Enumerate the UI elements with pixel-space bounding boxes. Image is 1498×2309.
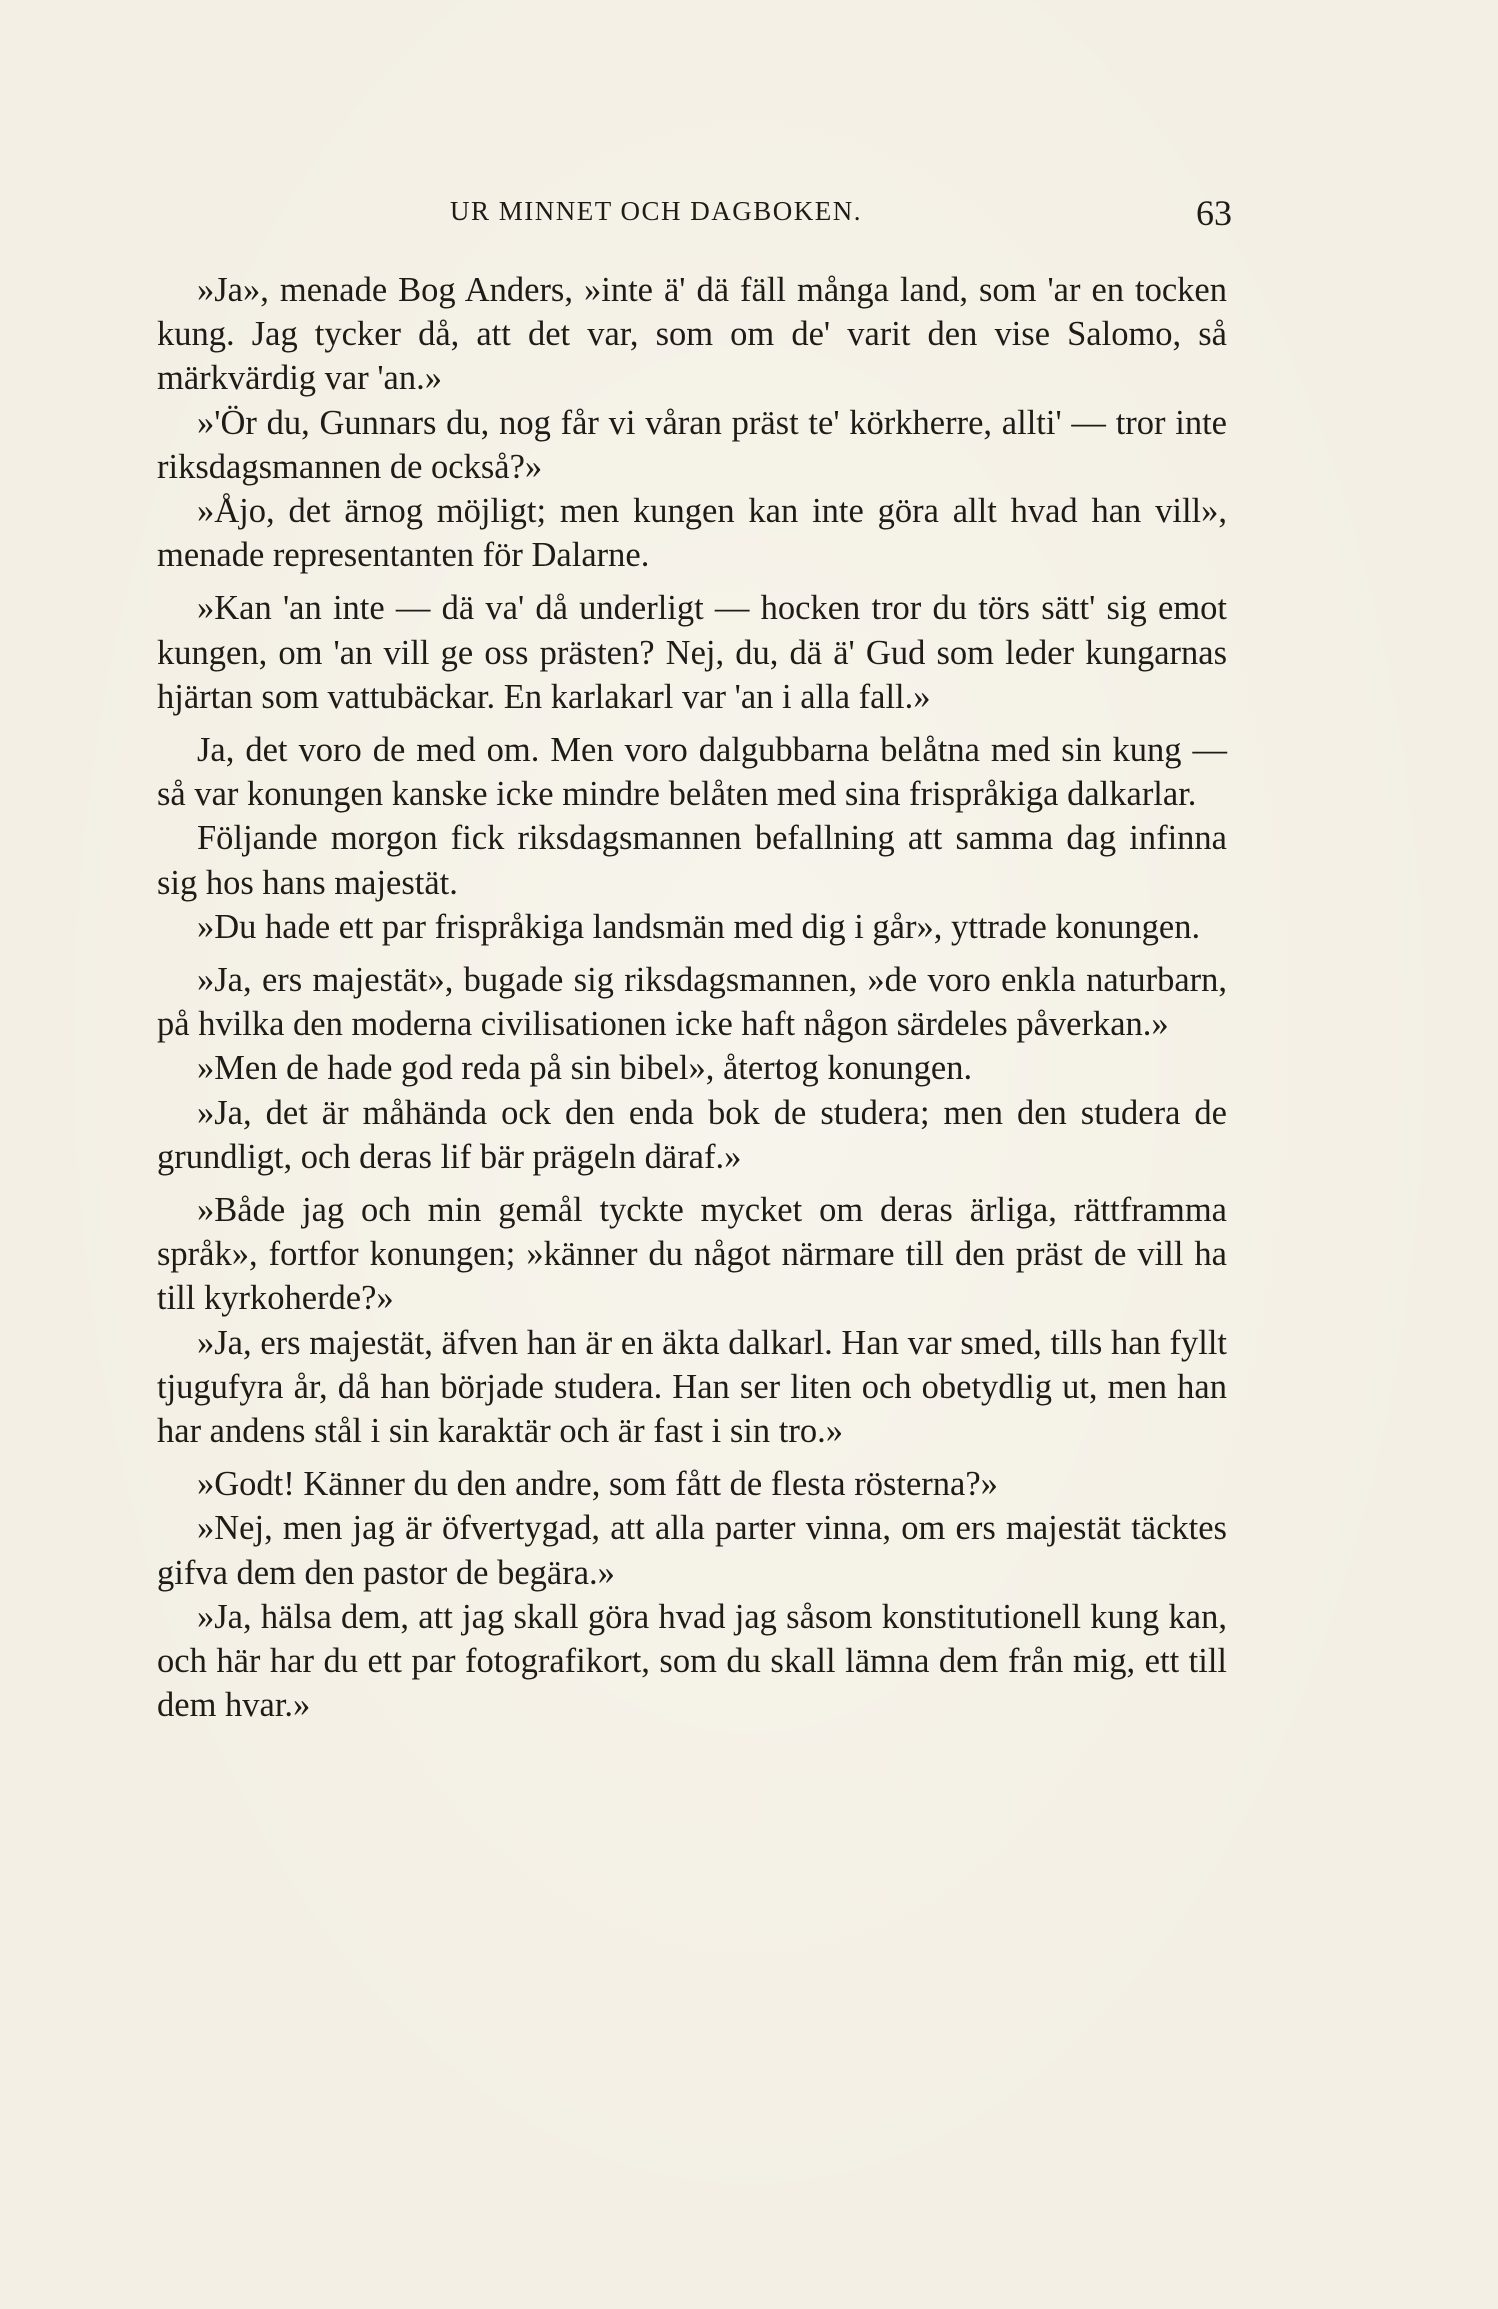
paragraph: »Men de hade god reda på sin bibel», återtog konungen. <box>197 1049 973 1088</box>
running-head <box>0 193 1498 236</box>
paragraph: »Ja», menade Bog Anders, »inte ä' dä fäll många land, som 'ar en tocken kung. Jag tycker då, att det var, som om de' varit den vise Salomo, så märkvärdig var 'an.» <box>157 271 1227 398</box>
paragraph: »Både jag och min gemål tyckte mycket om deras ärliga, rättframma språk», fortfor konungen; »känner du något närmare till den präst de vill ha till kyrkoherde?» <box>157 1191 1227 1318</box>
paragraph: »Nej, men jag är öfvertygad, att alla parter vinna, om ers majestät täcktes gifva dem den pastor de begära.» <box>157 1509 1227 1592</box>
running-head-title: UR MINNET OCH DAGBOKEN. <box>450 196 862 226</box>
paragraph: »Du hade ett par frispråkiga landsmän med dig i går», yttrade konungen. <box>197 907 1201 946</box>
paragraph: »Ja, det är måhända ock den enda bok de studera; men den studera de grundligt, och deras lif bär prägeln däraf.» <box>157 1093 1227 1176</box>
page-number: 63 <box>1196 193 1232 233</box>
paragraph: »Ja, ers majestät», bugade sig riksdagsmannen, »de voro enkla naturbarn, på hvilka den moderna civilisationen icke haft någon särdeles påverkan.» <box>157 961 1227 1044</box>
paragraph: »Ja, ers majestät, äfven han är en äkta dalkarl. Han var smed, tills han fyllt tjugufyra år, då han började studera. Han ser liten och obetydlig ut, men han har andens stål i sin karaktär och är fast i sin tro.» <box>157 1323 1227 1451</box>
body-text <box>157 268 1227 1728</box>
paragraph: »'Ör du, Gunnars du, nog får vi våran präst te' körkherre, allti' — tror inte riksdagsmannen de också?» <box>157 403 1227 486</box>
paragraph: Följande morgon fick riksdagsmannen befallning att samma dag infinna sig hos hans majestät. <box>157 819 1227 902</box>
paragraph: »Godt! Känner du den andre, som fått de flesta rösterna?» <box>197 1465 998 1504</box>
paragraph: »Åjo, det ärnog möjligt; men kungen kan inte göra allt hvad han vill», menade representanten för Dalarne. <box>157 492 1227 575</box>
paragraph: Ja, det voro de med om. Men voro dalgubbarna belåtna med sin kung — så var konungen kanske icke mindre belåten med sina frispråkiga dalkarlar. <box>157 731 1227 814</box>
paragraph: »Ja, hälsa dem, att jag skall göra hvad jag såsom konstitutionell kung kan, och här har du ett par fotografikort, som du skall lämna dem från mig, ett till dem hvar.» <box>157 1597 1227 1725</box>
paragraph: »Kan 'an inte — dä va' då underligt — hocken tror du törs sätt' sig emot kungen, om 'an vill ge oss prästen? Nej, du, dä ä' Gud som leder kungarnas hjärtan som vattubäckar. En karlakarl var 'an i alla fall.» <box>157 589 1227 716</box>
